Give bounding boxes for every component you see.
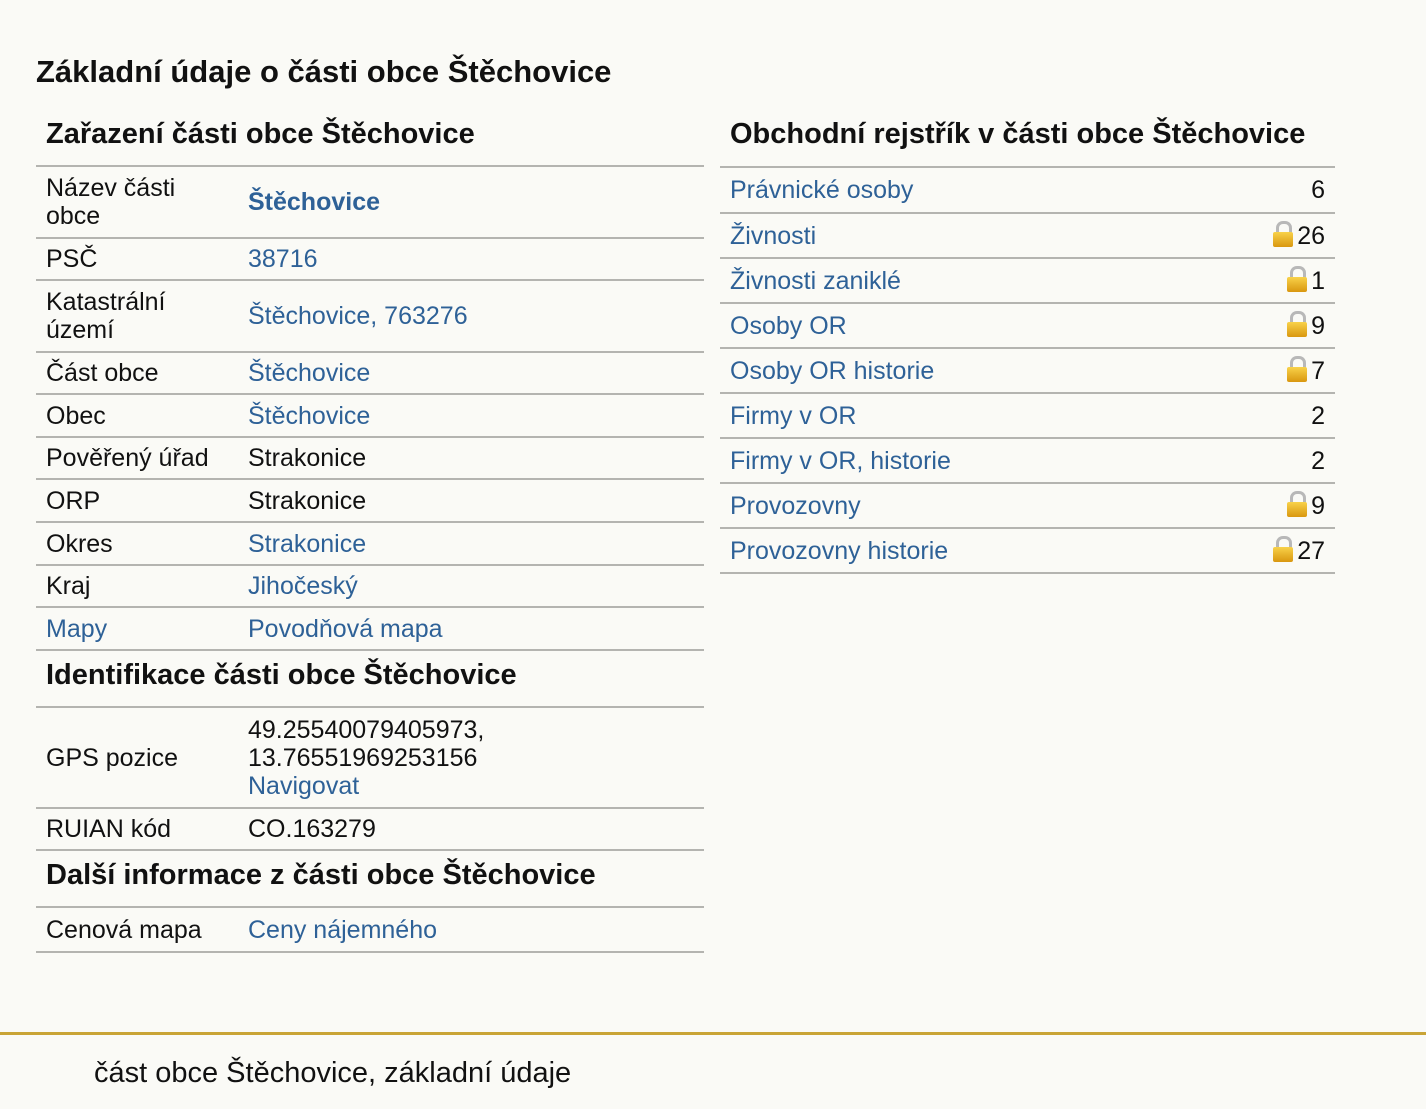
row-value[interactable] (238, 238, 704, 280)
rejstrik-link[interactable]: Firmy v OR (730, 401, 857, 430)
table-row[interactable] (720, 258, 1335, 303)
gps-label: GPS pozice (36, 708, 238, 808)
right-column (720, 110, 1335, 574)
rejstrik-link[interactable]: Firmy v OR, historie (730, 446, 951, 475)
table-row (36, 167, 704, 238)
identifikace-table (36, 708, 704, 851)
gps-value (238, 708, 704, 808)
rejstrik-link[interactable]: Právnické osoby (730, 176, 914, 204)
rejstrik-label[interactable] (720, 483, 1194, 528)
rejstrik-count (1194, 213, 1335, 258)
rejstrik-link[interactable]: Osoby OR (730, 311, 847, 340)
row-value-link[interactable]: Štěchovice (248, 359, 371, 387)
row-label: Kraj (36, 565, 238, 607)
dalsi-table (36, 908, 704, 953)
table-row (36, 522, 704, 565)
row-label[interactable] (36, 607, 238, 650)
row-value-link[interactable]: 38716 (248, 245, 318, 273)
table-row[interactable] (720, 393, 1335, 438)
table-row[interactable] (720, 213, 1335, 258)
page-title: Základní údaje o části obce Štěchovice (36, 54, 612, 89)
row-value-link[interactable]: Ceny nájemného (248, 915, 438, 944)
row-value-link[interactable]: Štěchovice (248, 401, 371, 430)
rejstrik-count (1194, 528, 1335, 573)
lock-icon (1273, 536, 1293, 562)
table-row (36, 479, 704, 522)
rejstrik-count (1194, 168, 1335, 213)
row-value[interactable] (238, 607, 704, 650)
row-label-link[interactable]: Mapy (46, 614, 108, 643)
row-label: Okres (36, 522, 238, 565)
lock-icon (1273, 221, 1293, 247)
rejstrik-table (720, 168, 1335, 574)
gps-latitude: 49.25540079405973, (248, 715, 485, 744)
ruian-value: CO.163279 (238, 808, 704, 850)
ruian-label: RUIAN kód (36, 808, 238, 850)
table-row[interactable] (720, 348, 1335, 393)
left-column (36, 110, 704, 953)
row-value[interactable] (238, 352, 704, 394)
row-label: Cenová mapa (36, 908, 238, 952)
table-row[interactable] (720, 483, 1335, 528)
count-value: 7 (1311, 357, 1325, 385)
lock-icon (1287, 356, 1307, 382)
row-value-link[interactable]: Jihočeský (248, 572, 358, 600)
table-row[interactable] (720, 303, 1335, 348)
row-label: Katastrální území (36, 280, 238, 352)
row-label: PSČ (36, 238, 238, 280)
row-value-link[interactable]: Povodňová mapa (248, 614, 443, 643)
count-value: 2 (1311, 446, 1325, 475)
table-row (36, 280, 704, 352)
rejstrik-count (1194, 348, 1335, 393)
rejstrik-heading: Obchodní rejstřík v části obce Štěchovice (720, 110, 1335, 168)
table-row (36, 394, 704, 437)
count-value: 6 (1311, 176, 1325, 204)
rejstrik-link[interactable]: Provozovny historie (730, 536, 949, 565)
count-value: 9 (1311, 492, 1325, 520)
lock-icon (1287, 266, 1307, 292)
navigate-link[interactable]: Navigovat (248, 771, 360, 800)
table-row (36, 238, 704, 280)
identifikace-heading: Identifikace části obce Štěchovice (36, 651, 704, 708)
count-value: 2 (1311, 401, 1325, 430)
zarazeni-heading: Zařazení části obce Štěchovice (36, 110, 704, 167)
table-row[interactable] (720, 438, 1335, 483)
row-value[interactable] (238, 280, 704, 352)
row-label: Pověřený úřad (36, 437, 238, 479)
row-value-link[interactable]: Štěchovice, 763276 (248, 302, 468, 330)
row-label: ORP (36, 479, 238, 522)
row-value[interactable] (238, 908, 704, 952)
table-row (36, 808, 704, 850)
dalsi-heading: Další informace z části obce Štěchovice (36, 851, 704, 908)
rejstrik-link[interactable]: Provozovny (730, 491, 861, 520)
count-value: 9 (1311, 312, 1325, 340)
rejstrik-label[interactable] (720, 438, 1194, 483)
rejstrik-link[interactable]: Živnosti (730, 221, 817, 250)
row-value[interactable] (238, 394, 704, 437)
row-value: Strakonice (238, 479, 704, 522)
rejstrik-label[interactable] (720, 168, 1194, 213)
count-value: 1 (1311, 267, 1325, 295)
footer (0, 1032, 1426, 1109)
rejstrik-link[interactable]: Osoby OR historie (730, 356, 935, 385)
table-row (36, 708, 704, 808)
row-value: Strakonice (238, 437, 704, 479)
rejstrik-count (1194, 438, 1335, 483)
rejstrik-label[interactable] (720, 258, 1194, 303)
rejstrik-label[interactable] (720, 303, 1194, 348)
row-label: Obec (36, 394, 238, 437)
rejstrik-label[interactable] (720, 528, 1194, 573)
rejstrik-label[interactable] (720, 348, 1194, 393)
rejstrik-count (1194, 483, 1335, 528)
row-value[interactable] (238, 167, 704, 238)
row-value-link[interactable]: Štěchovice (248, 188, 381, 216)
row-value-link[interactable]: Strakonice (248, 529, 367, 558)
table-row (36, 607, 704, 650)
row-value[interactable] (238, 522, 704, 565)
rejstrik-label[interactable] (720, 393, 1194, 438)
row-label: Název části obce (36, 167, 238, 238)
row-value[interactable] (238, 565, 704, 607)
rejstrik-count (1194, 258, 1335, 303)
table-row[interactable] (720, 168, 1335, 213)
lock-icon (1287, 311, 1307, 337)
rejstrik-label[interactable] (720, 213, 1194, 258)
rejstrik-count (1194, 393, 1335, 438)
gps-longitude: 13.76551969253156 (248, 743, 478, 772)
table-row[interactable] (720, 528, 1335, 573)
row-label: Část obce (36, 352, 238, 394)
table-row (36, 908, 704, 952)
zarazeni-table (36, 167, 704, 651)
count-value: 26 (1297, 222, 1325, 250)
footer-text: část obce Štěchovice, základní údaje (94, 1057, 572, 1089)
rejstrik-link[interactable]: Živnosti zaniklé (730, 266, 901, 295)
table-row (36, 565, 704, 607)
count-value: 27 (1297, 537, 1325, 565)
table-row (36, 437, 704, 479)
table-row (36, 352, 704, 394)
lock-icon (1287, 491, 1307, 517)
rejstrik-count (1194, 303, 1335, 348)
